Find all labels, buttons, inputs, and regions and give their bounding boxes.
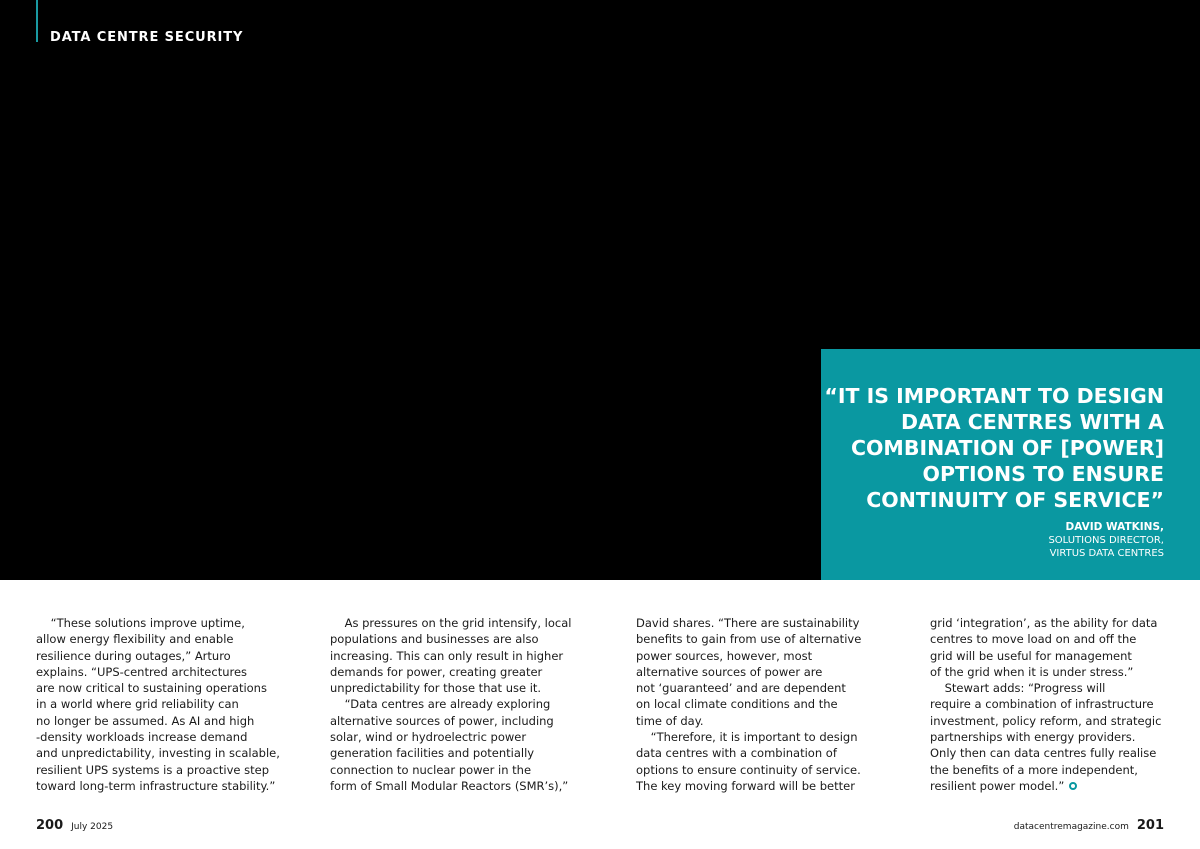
body-line: centres to move load on and off the — [930, 632, 1137, 647]
body-line: The key moving forward will be better — [636, 778, 855, 793]
body-line: time of day. — [636, 713, 704, 728]
body-line: grid will be useful for management — [930, 648, 1132, 663]
body-line: connection to nuclear power in the — [330, 762, 532, 777]
body-line: resilient UPS systems is a proactive step — [36, 762, 270, 777]
body-column-3 — [636, 615, 876, 794]
body-line: grid ‘integration’, as the ability for data — [930, 616, 1158, 630]
website: datacentremagazine.com — [1013, 822, 1129, 832]
pull-quote-line: CONTINUITY OF SERVICE” — [866, 488, 1164, 512]
body-line: increasing. This can only result in higher — [330, 648, 564, 663]
issue-date: July 2025 — [71, 822, 114, 832]
folio-right — [1014, 814, 1164, 833]
body-line: investment, policy reform, and strategic — [930, 713, 1162, 728]
body-line: toward long-term infrastructure stability.” — [36, 778, 276, 793]
body-line: explains. “UPS-centred architectures — [36, 664, 248, 679]
body-line: “Therefore, it is important to design — [636, 730, 858, 745]
body-line-text: resilient power model.” — [930, 778, 1065, 793]
section-rule — [36, 0, 38, 42]
body-line: allow energy flexibility and enable — [36, 632, 234, 647]
body-line: generation facilities and potentially — [330, 746, 535, 761]
body-line: David shares. “There are sustainability — [636, 616, 860, 630]
quote-attribution — [1048, 521, 1164, 560]
folio-left — [36, 814, 113, 833]
body-line: no longer be assumed. As AI and high — [36, 713, 255, 728]
body-line: “Data centres are already exploring — [330, 697, 551, 712]
body-line: are now critical to sustaining operations — [36, 681, 267, 696]
end-of-article-icon — [1069, 782, 1077, 790]
attribution-company: VIRTUS DATA CENTRES — [1049, 548, 1164, 559]
body-line: options to ensure continuity of service. — [636, 762, 861, 777]
attribution-name: DAVID WATKINS, — [1065, 521, 1164, 533]
body-line: form of Small Modular Reactors (SMR’s),” — [330, 778, 569, 793]
section-label: DATA CENTRE SECURITY — [50, 30, 244, 45]
body-line: solar, wind or hydroelectric power — [330, 730, 527, 745]
body-line: populations and businesses are also — [330, 632, 539, 647]
page-number-right: 201 — [1136, 818, 1164, 833]
body-column-2 — [330, 615, 570, 794]
body-line: in a world where grid reliability can — [36, 697, 239, 712]
pull-quote-line: DATA CENTRES WITH A — [901, 410, 1164, 434]
body-line: As pressures on the grid intensify, local — [330, 616, 572, 630]
pull-quote-line: OPTIONS TO ENSURE — [922, 462, 1164, 486]
body-column-4 — [930, 615, 1170, 794]
body-line: Only then can data centres fully realise — [930, 746, 1157, 761]
pull-quote — [824, 383, 1164, 513]
body-line: on local climate conditions and the — [636, 697, 838, 712]
body-line: data centres with a combination of — [636, 746, 837, 761]
attribution-role: SOLUTIONS DIRECTOR, — [1048, 535, 1164, 546]
body-line: not ‘guaranteed’ and are dependent — [636, 681, 846, 696]
body-line: demands for power, creating greater — [330, 664, 543, 679]
body-line: require a combination of infrastructure — [930, 697, 1154, 712]
body-line: power sources, however, most — [636, 648, 813, 663]
body-line: alternative sources of power are — [636, 664, 823, 679]
pull-quote-line: “IT IS IMPORTANT TO DESIGN — [824, 384, 1164, 408]
body-line: unpredictability for those that use it. — [330, 681, 542, 696]
body-line: of the grid when it is under stress.” — [930, 664, 1134, 679]
body-line: partnerships with energy providers. — [930, 730, 1136, 745]
body-line-last — [930, 778, 1170, 794]
body-line: Stewart adds: “Progress will — [930, 681, 1106, 696]
pull-quote-panel — [821, 349, 1200, 580]
body-line: alternative sources of power, including — [330, 713, 554, 728]
body-line: benefits to gain from use of alternative — [636, 632, 862, 647]
body-line: resilience during outages,” Arturo — [36, 648, 231, 663]
body-line: -density workloads increase demand — [36, 730, 248, 745]
pull-quote-line: COMBINATION OF [POWER] — [850, 436, 1164, 460]
body-line: the benefits of a more independent, — [930, 762, 1138, 777]
body-column-1 — [36, 615, 280, 794]
body-line: and unpredictability, investing in scalable, — [36, 746, 280, 761]
page-number-left: 200 — [36, 818, 64, 833]
body-line: “These solutions improve uptime, — [36, 616, 245, 630]
